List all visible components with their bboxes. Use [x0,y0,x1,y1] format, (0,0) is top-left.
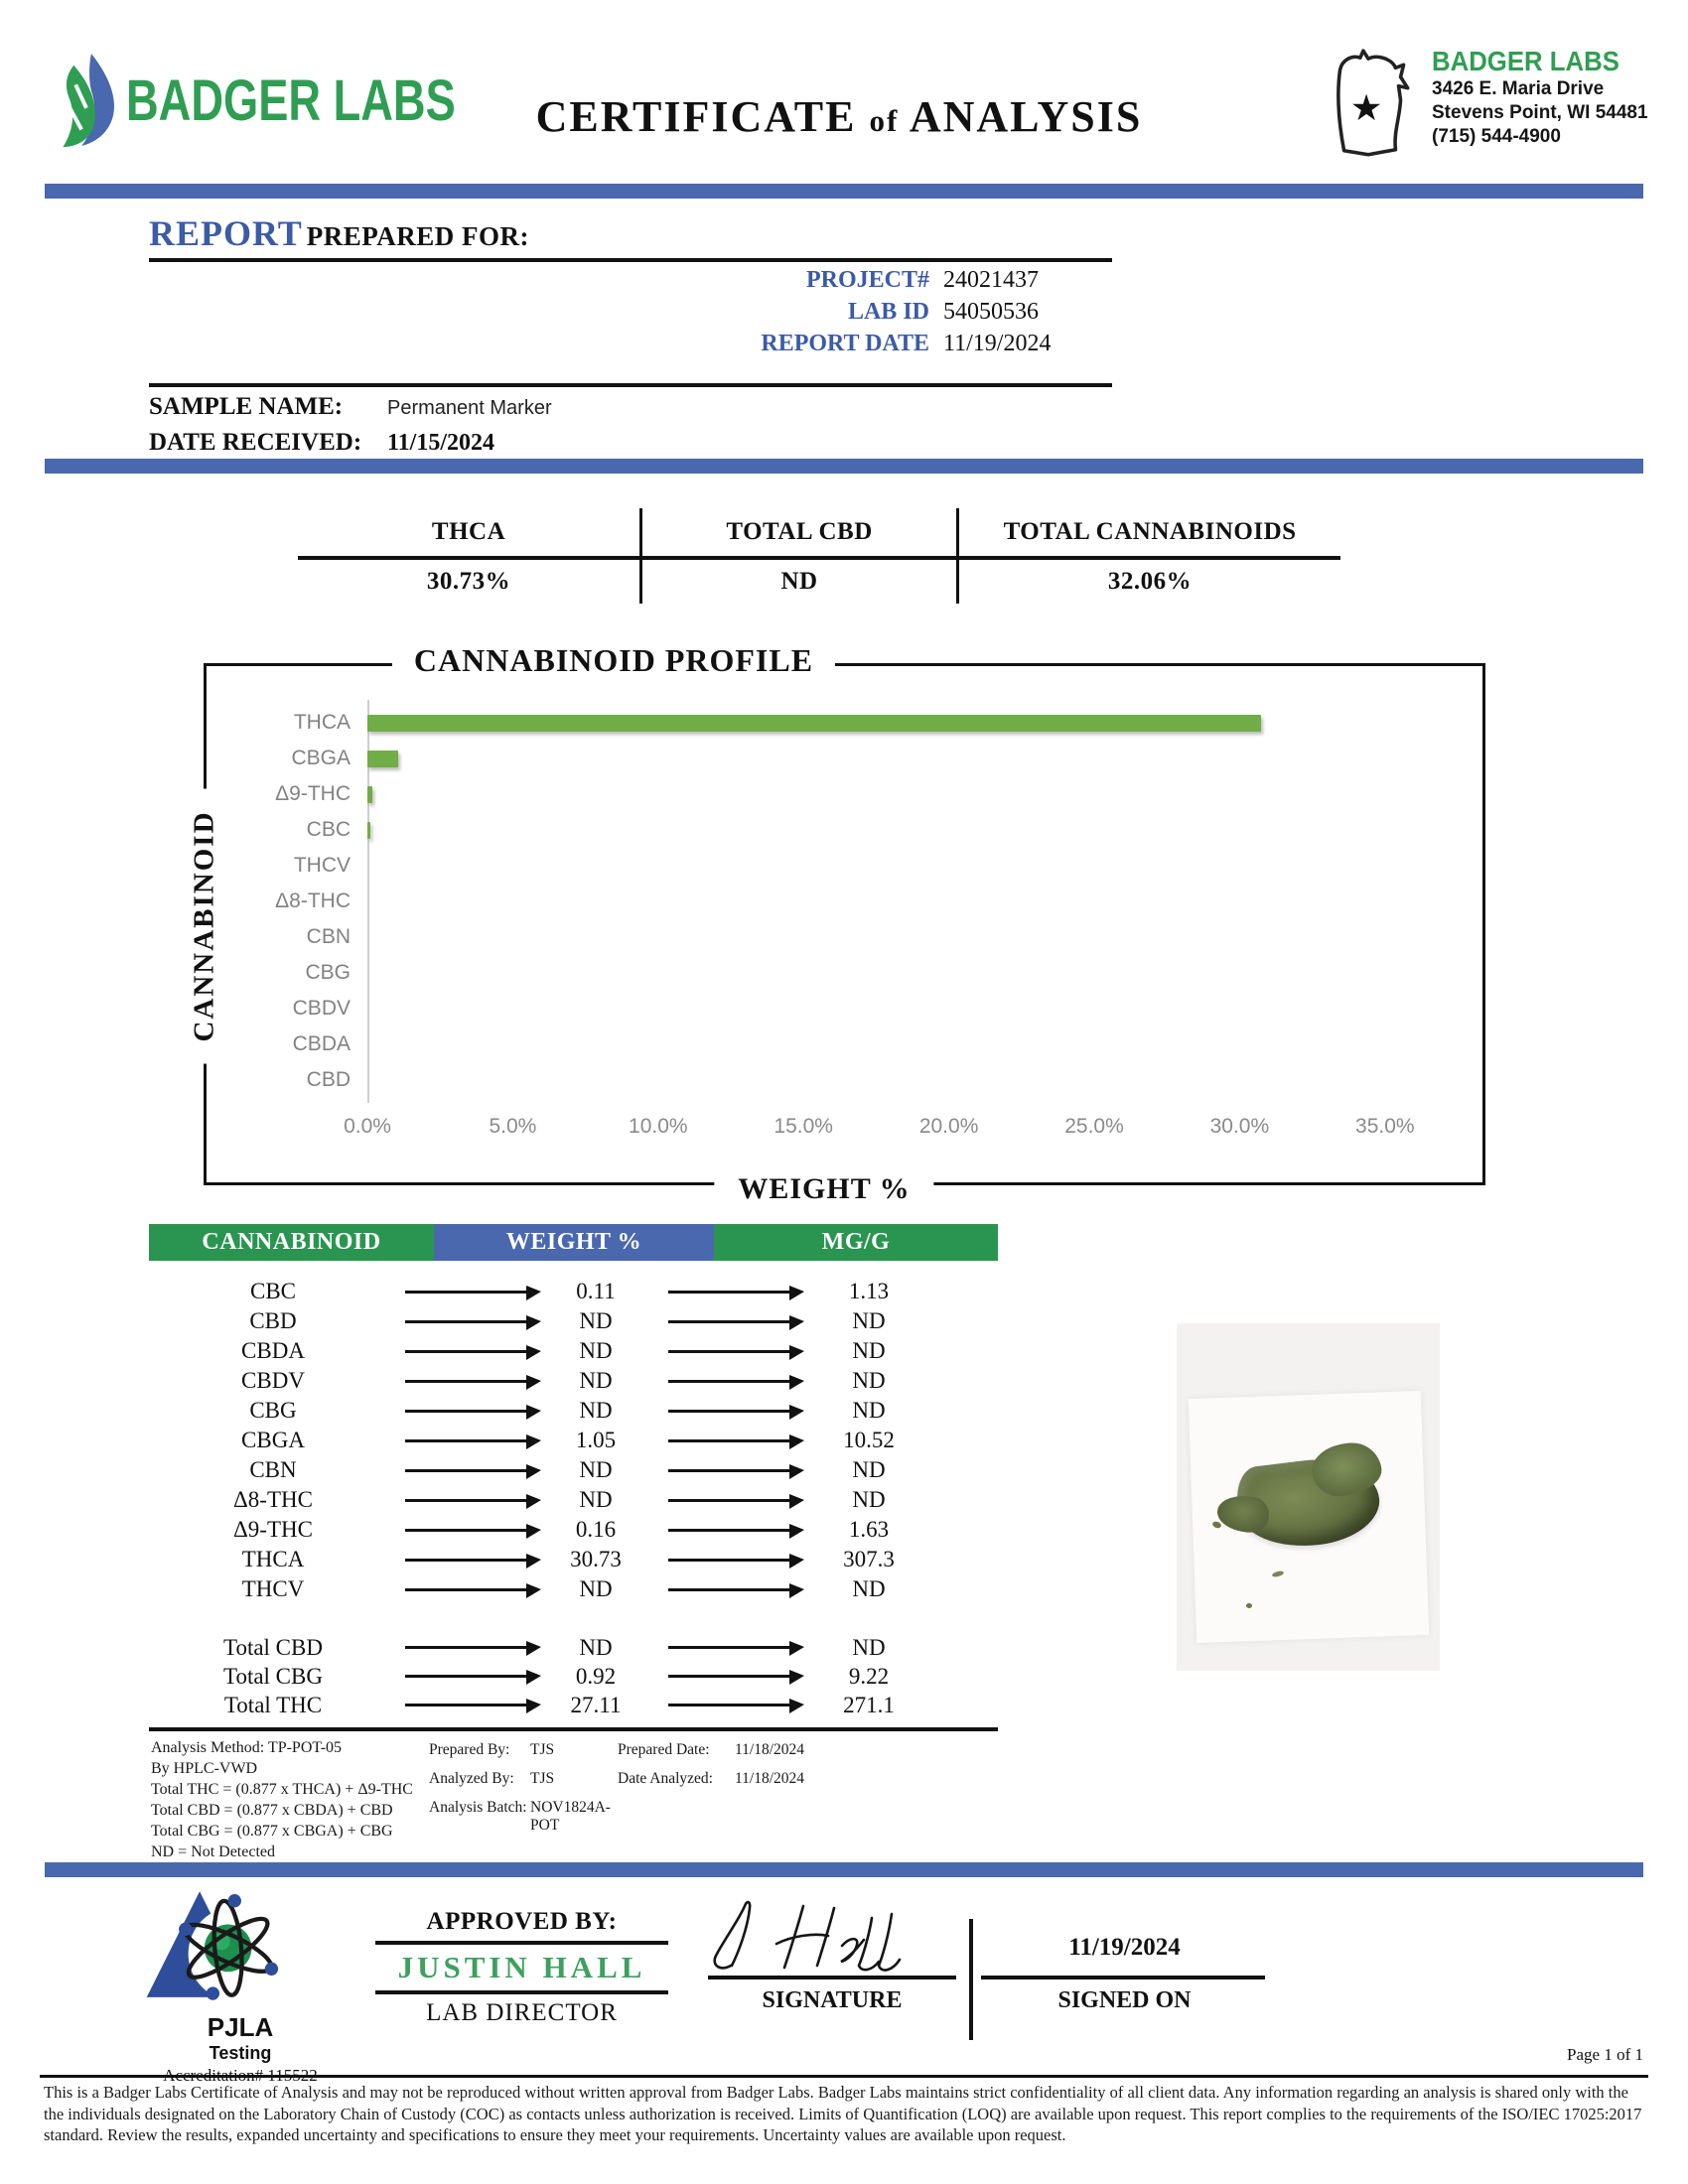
summary-value: 30.73% [426,568,511,595]
wisconsin-map-icon [1309,46,1426,167]
chart-category-label: CBGA [291,747,351,769]
table-row [149,1515,933,1545]
table-row [149,1306,933,1336]
lab-address-line1: 3426 E. Maria Drive [1432,78,1605,99]
chart-row [207,741,1458,776]
divider-bar-bottom [45,1862,1643,1877]
signature-image [701,1894,959,1979]
meta-cell: Analyzed By: [429,1770,514,1787]
report-field [596,264,1112,296]
arrow-icon [405,1469,528,1472]
chart-row [207,1062,1458,1098]
chart-x-tick: 30.0% [1209,1115,1270,1138]
weight-value: ND [579,1368,613,1393]
mgg-value: ND [852,1576,886,1601]
lab-address-block [1309,46,1648,167]
arrow-icon [668,1320,791,1323]
mgg-value: ND [852,1487,886,1512]
method-note-line: By HPLC-VWD [151,1760,258,1777]
summary-value: 32.06% [1107,568,1193,595]
arrow-icon [668,1291,791,1294]
meta-cell: 11/18/2024 [735,1741,805,1758]
analysis-method-notes [151,1737,413,1862]
chart-bars-area [207,705,1458,1098]
meta-cell: NOV1824A-POT [530,1799,611,1834]
weight-value: ND [579,1457,613,1482]
chart-bar [367,822,370,839]
arrow-icon [405,1320,528,1323]
cannabinoid-name: CBGA [241,1428,305,1452]
summary-label: THCA [298,508,639,560]
wisconsin-star-icon: ★ [1349,87,1383,129]
cannabinoid-name: THCA [241,1547,305,1571]
mgg-value: 271.1 [843,1692,895,1717]
chart-category-label: CBDA [292,1032,351,1055]
table-row [149,1545,933,1574]
arrow-icon [405,1410,528,1413]
mgg-value: ND [852,1308,886,1333]
arrow-icon [405,1559,528,1562]
mgg-value: ND [852,1457,886,1482]
cannabinoid-name: CBD [249,1308,297,1333]
divider-bar-top [45,184,1643,199]
disclaimer-text: This is a Badger Labs Certificate of Analysis and may not be reproduced without written approval from Badger Labs. Badger Labs maintains strict confidentiality of all client data. Any information regarding an analysis is shared only with the the individuals designated on the Laboratory Chain of Custody (COC) as contacts unless authorization is received. Limits of Quantification (LOQ) are available upon request. This report complies to the requirements of the ISO/IEC 17025:2017 standard. Review the results, expanded uncertainty and specifications to ensure they meet your requirements. Uncertainty values are available upon request. [44,2083,1642,2144]
arrow-icon [405,1350,528,1353]
summary-column [298,508,639,604]
chart-x-tick: 15.0% [774,1115,833,1138]
cannabinoid-name: Total CBD [223,1634,323,1660]
chart-x-tick: 0.0% [344,1115,391,1138]
mgg-value: ND [852,1368,886,1393]
disclaimer-divider [40,2075,1648,2078]
prepared-for-label: PREPARED FOR: [306,221,529,251]
sample-name-row [149,393,552,421]
table-row [149,1336,933,1366]
signed-on-label: SIGNED ON [1057,1987,1192,2013]
pjla-logo-icon [141,1884,340,2005]
table-row [149,1277,933,1306]
table-row [149,1574,933,1604]
chart-x-tick: 10.0% [629,1115,688,1138]
arrow-icon [668,1675,791,1678]
arrow-icon [405,1439,528,1442]
method-note-line: Total CBD = (0.877 x CBDA) + CBD [151,1802,393,1819]
table-row [149,1662,933,1691]
weight-value: ND [579,1576,613,1601]
date-received-row [149,429,494,457]
chart-x-tick: 35.0% [1355,1115,1415,1138]
analysis-meta [429,1741,839,1835]
date-received-label: DATE RECEIVED: [149,429,362,456]
cannabinoid-profile-chart [188,642,1485,1205]
pjla-testing-label: Testing [209,2043,272,2063]
chart-category-label: Δ9-THC [275,782,351,805]
cannabinoid-table-totals [149,1633,933,1719]
sample-name-value: Permanent Marker [387,397,552,419]
chart-row [207,919,1458,955]
signoff-divider [969,1919,973,2040]
mgg-value: 10.52 [843,1428,895,1452]
mgg-value: ND [852,1634,886,1660]
chart-category-label: CBN [306,925,351,948]
sample-divider-line [149,383,1112,387]
chart-x-tick: 20.0% [918,1115,979,1138]
chart-category-label: CBDV [292,997,351,1020]
summary-column [959,508,1340,604]
meta-cell: TJS [530,1741,555,1758]
weight-value: ND [579,1338,613,1363]
chart-x-tick: 25.0% [1064,1115,1124,1138]
weight-value: ND [579,1634,613,1660]
meta-cell: 11/18/2024 [735,1770,805,1787]
signed-on-date: 11/19/2024 [1068,1934,1181,1961]
chart-x-ticks [344,1115,1458,1141]
arrow-icon [668,1439,791,1442]
cannabinoid-name: Δ8-THC [233,1487,313,1512]
mgg-value: ND [852,1338,886,1363]
divider-bar-middle [45,459,1643,474]
arrow-icon [668,1588,791,1591]
chart-row [207,812,1458,848]
page-number: Page 1 of 1 [1567,2045,1643,2064]
report-field-label: LAB ID [847,298,929,325]
arrow-icon [668,1646,791,1649]
arrow-icon [405,1675,528,1678]
report-field-label: PROJECT# [805,266,929,293]
mgg-value: 1.63 [848,1517,890,1542]
method-note-line: ND = Not Detected [151,1843,275,1860]
table-row [149,1633,933,1662]
cannabinoid-table-header [149,1224,998,1261]
logo-text: BADGER LABS [126,68,456,133]
chart-row [207,776,1458,812]
signature-label: SIGNATURE [762,1987,903,2013]
chart-category-label: CBC [306,818,351,841]
weight-value: ND [579,1487,613,1512]
cannabinoid-name: Δ9-THC [233,1517,313,1542]
method-note-line: Analysis Method: TP-POT-05 [151,1739,343,1756]
approver-name: JUSTIN HALL [397,1950,646,1984]
cannabinoid-name: THCV [241,1576,305,1601]
date-received-value: 11/15/2024 [387,430,495,456]
signature-line [708,1976,956,1979]
chart-row [207,884,1458,919]
arrow-icon [405,1499,528,1502]
meta-cell: Prepared By: [429,1741,510,1758]
chart-category-label: CBG [305,961,351,984]
table-row [149,1426,933,1455]
report-fields [596,264,1112,359]
meta-cell: Prepared Date: [618,1741,710,1758]
meta-cell: Analysis Batch: [429,1799,527,1816]
method-note-line: Total THC = (0.877 x THCA) + Δ9-THC [151,1781,413,1798]
weight-value: 1.05 [575,1428,617,1452]
approved-by-label: APPROVED BY: [426,1908,618,1935]
table-end-line [149,1727,998,1731]
meta-cell: TJS [530,1770,555,1787]
chart-bar [367,715,1261,732]
arrow-icon [405,1291,528,1294]
lab-name: BADGER LABS [1432,46,1619,76]
weight-value: 27.11 [570,1692,622,1717]
table-header-cell: WEIGHT % [434,1224,714,1261]
signed-on-line [981,1976,1265,1979]
cannabinoid-name: Total CBG [223,1663,323,1689]
cannabinoid-table-rows [149,1277,933,1604]
sample-name-label: SAMPLE NAME: [149,393,344,420]
mgg-value: 307.3 [843,1547,895,1571]
summary-column [639,508,959,604]
weight-value: 0.16 [575,1517,617,1542]
arrow-icon [668,1410,791,1413]
report-field [596,296,1112,328]
chart-x-axis-label: WEIGHT % [714,1172,933,1206]
table-row [149,1485,933,1515]
arrow-icon [405,1588,528,1591]
cannabinoid-name: CBDV [241,1368,305,1393]
weight-value: 30.73 [570,1547,622,1571]
arrow-icon [668,1380,791,1383]
report-prepared-heading [149,212,1112,262]
summary-label: TOTAL CBD [642,508,956,560]
method-note-line: Total CBG = (0.877 x CBGA) + CBG [151,1823,393,1840]
cannabinoid-name: CBDA [241,1338,305,1363]
mgg-value: ND [852,1398,886,1423]
summary-value: ND [780,568,818,595]
arrow-icon [405,1380,528,1383]
table-row [149,1396,933,1426]
cannabinoid-name: CBC [249,1279,297,1303]
chart-category-label: THCA [293,711,351,734]
arrow-icon [668,1350,791,1353]
chart-bar [367,751,398,767]
arrow-icon [405,1704,528,1706]
chart-row [207,705,1458,741]
summary-table [298,508,1340,604]
weight-value: ND [579,1308,613,1333]
chart-x-tick: 5.0% [489,1115,537,1138]
mgg-value: 9.22 [848,1663,890,1689]
cannabinoid-name: CBN [249,1457,297,1482]
chart-category-label: THCV [293,854,351,877]
meta-cell: Date Analyzed: [618,1770,713,1787]
mgg-value: 1.13 [848,1279,890,1303]
chart-bar [367,786,372,803]
weight-value: ND [579,1398,613,1423]
table-row [149,1455,933,1485]
weight-value: 0.11 [576,1279,616,1303]
arrow-icon [668,1499,791,1502]
chart-row [207,991,1458,1026]
lab-address-line2: Stevens Point, WI 54481 [1432,102,1648,123]
leaf-icon [45,52,126,149]
table-row [149,1366,933,1396]
cannabinoid-name: Total THC [223,1692,323,1717]
report-field [596,328,1112,359]
cannabinoid-name: CBG [249,1398,297,1423]
chart-row [207,1026,1458,1062]
approved-by-block [375,1908,668,2027]
table-header-cell: CANNABINOID [149,1224,434,1261]
chart-category-label: CBD [306,1068,351,1091]
pjla-name: PJLA [207,2012,274,2042]
weight-value: 0.92 [575,1663,617,1689]
arrow-icon [668,1529,791,1532]
arrow-icon [668,1704,791,1706]
chart-category-label: Δ8-THC [275,889,351,912]
table-header-cell: MG/G [714,1224,998,1261]
report-field-value: 54050536 [943,298,1039,325]
approver-title: LAB DIRECTOR [426,1999,618,2026]
chart-row [207,848,1458,884]
report-field-value: 24021437 [943,266,1039,293]
chart-y-axis-label: CANNABINOID [189,788,221,1063]
meta-cell [618,1799,735,1835]
page-title: CERTIFICATE of ANALYSIS [535,92,1143,141]
report-label: REPORT [149,213,303,253]
sample-photo [1177,1323,1440,1671]
report-field-label: REPORT DATE [761,330,929,356]
summary-label: TOTAL CANNABINOIDS [959,508,1340,560]
meta-cell [735,1799,839,1835]
table-row [149,1691,933,1719]
lab-phone: (715) 544-4900 [1432,126,1561,147]
chart-row [207,955,1458,991]
arrow-icon [668,1469,791,1472]
pjla-accreditation-block [136,1884,345,2086]
arrow-icon [405,1646,528,1649]
report-field-value: 11/19/2024 [943,330,1052,356]
arrow-icon [668,1559,791,1562]
chart-title: CANNABINOID PROFILE [392,642,835,679]
arrow-icon [405,1529,528,1532]
